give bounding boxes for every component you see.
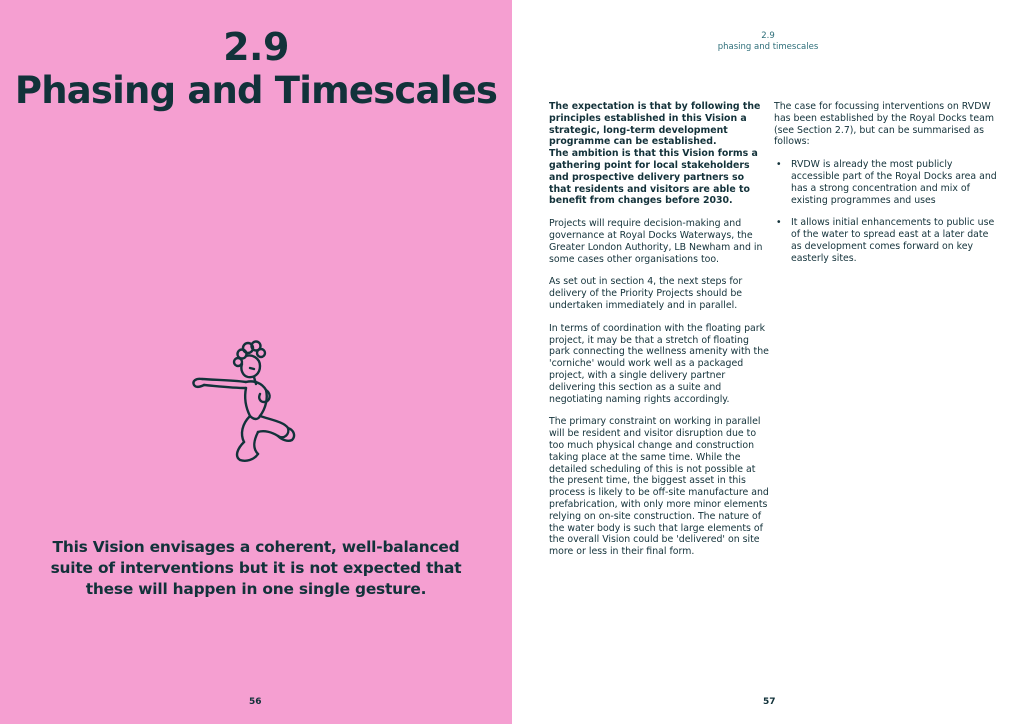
page-number-left: 56	[249, 697, 262, 707]
running-header-title: phasing and timescales	[717, 42, 819, 52]
text-column-left	[549, 101, 769, 569]
page-title: Phasing and Timescales	[14, 69, 498, 112]
bullet-item: • It allows initial enhancements to public use of the water to spread east at a later date as development comes forward on key easterly sites.	[774, 217, 999, 264]
intro-bold-paragraph-1: The expectation is that by following the principles established in this Vision a strategic, long-term development programme can be established.	[549, 101, 761, 148]
pull-quote: This Vision envisages a coherent, well-balanced suite of interventions but it is not expected that these will happen in one single gesture.	[50, 538, 462, 598]
body-paragraph: In terms of coordination with the floating park project, it may be that a stretch of floating park connecting the wellness amenity with the 'corniche' would work well as a packaged project, with a single delivery partner delivering this section as a suite and negotiating naming rights accordingly.	[549, 322, 769, 405]
section-number: 2.9	[223, 25, 289, 69]
bullet-item: • RVDW is already the most publicly accessible part of the Royal Docks area and has a strong concentration and mix of existing programmes and uses	[774, 159, 999, 206]
right-page	[512, 0, 1024, 724]
body-paragraph: As set out in section 4, the next steps for delivery of the Priority Projects should be undertaken immediately and in parallel.	[549, 276, 743, 311]
case-intro-paragraph: The case for focussing interventions on RVDW has been established by the Royal Docks team (see Section 2.7), but can be summarised as follows:	[774, 101, 994, 148]
running-header-number: 2.9	[761, 31, 775, 41]
body-paragraph: The primary constraint on working in parallel will be resident and visitor disruption due to too much physical change and construction taking place at the same time. While the detailed scheduling of this is not possible at the present time, the biggest asset in this process is likely to be off-site manufacture and prefabrication, with only more minor elements relying on on-site construction. The nature of the water body is such that large elements of the overall Vision could be 'delivered' on site more or less in their final form.	[549, 416, 769, 558]
leaping-figure-icon	[188, 338, 308, 468]
running-header	[692, 31, 844, 53]
case-bullet-list	[774, 159, 999, 264]
page-number-right: 57	[763, 697, 776, 707]
body-paragraph: Projects will require decision-making and governance at Royal Docks Waterways, the Greater London Authority, LB Newham and in some cases other organisations too.	[549, 218, 763, 265]
text-column-right	[774, 101, 999, 276]
intro-bold-paragraph-2: The ambition is that this Vision forms a gathering point for local stakeholders and prospective delivery partners so that residents and visitors are able to benefit from changes before 2030.	[549, 148, 758, 207]
